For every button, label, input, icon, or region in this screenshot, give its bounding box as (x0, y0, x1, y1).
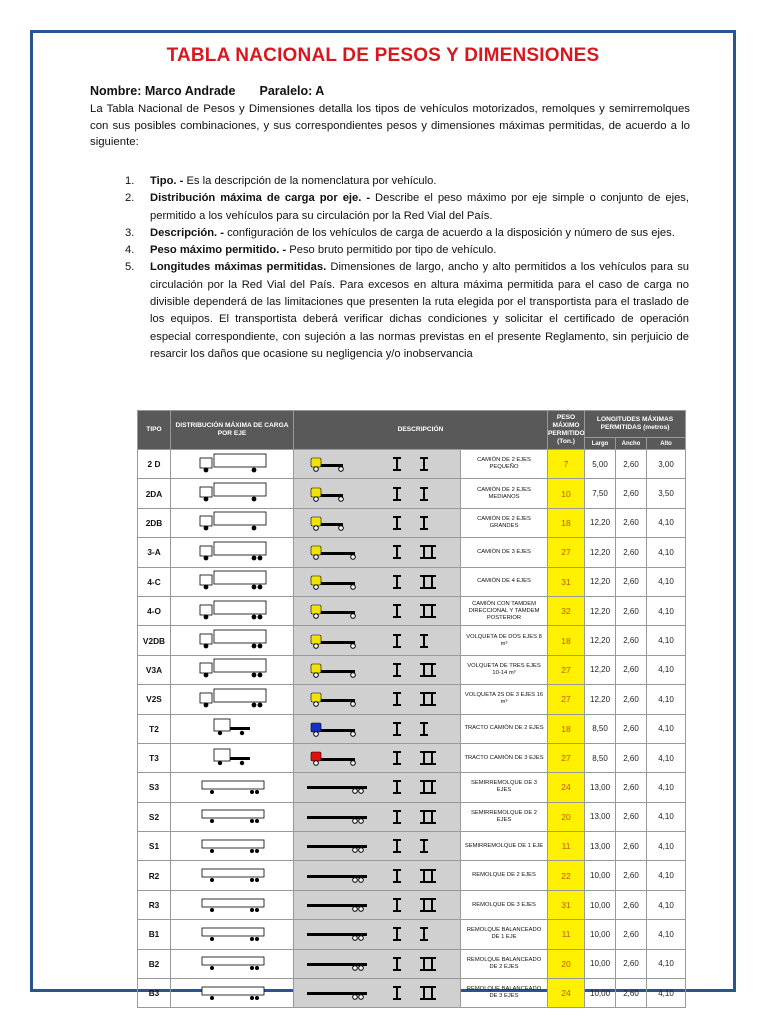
cell-peso: 11 (548, 920, 585, 949)
cell-largo: 10,00 (585, 890, 616, 919)
cell-description-text: VOLQUETA DE TRES EJES 10-14 m³ (461, 655, 548, 684)
intro-paragraph: La Tabla Nacional de Pesos y Dimensiones detalla los tipos de vehículos motorizados, remolques y semirremolques con sus posibles combinaciones, y sus correspondientes pesos y dimensiones máximas permitidas, de acuerdo a lo siguiente: (90, 103, 690, 148)
cell-alto: 4,10 (647, 714, 686, 743)
table-row (138, 773, 686, 802)
cell-description-text: CAMIÓN DE 3 EJES (461, 538, 548, 567)
cell-alto: 4,10 (647, 596, 686, 625)
cell-alto: 4,10 (647, 538, 686, 567)
cell-alto: 4,10 (647, 743, 686, 772)
cell-description-diagram (294, 450, 461, 479)
cell-alto: 4,10 (647, 655, 686, 684)
cell-peso: 27 (548, 743, 585, 772)
axle-distribution-icon (192, 687, 272, 712)
cell-distribution (171, 655, 294, 684)
cell-distribution (171, 979, 294, 1008)
cell-largo: 12,20 (585, 538, 616, 567)
table-row (138, 802, 686, 831)
cell-description-text: CAMIÓN DE 2 EJES PEQUEÑO (461, 450, 548, 479)
cell-alto: 4,10 (647, 979, 686, 1008)
cell-tipo: R2 (138, 861, 171, 890)
definition-text: Describe el peso máximo por eje simple o conjunto de ejes, permitido a los vehículos para su circulación por la Red Vial del País. (150, 192, 689, 222)
definition-term: Distribución máxima de carga por eje. - (150, 192, 371, 205)
cell-description-text: REMOLQUE BALANCEADO DE 1 EJE (461, 920, 548, 949)
cell-alto: 4,10 (647, 861, 686, 890)
cell-distribution (171, 450, 294, 479)
cell-tipo: S3 (138, 773, 171, 802)
cell-description-diagram (294, 949, 461, 978)
vehicle-config-icon (297, 482, 457, 506)
cell-alto: 4,10 (647, 685, 686, 714)
cell-ancho: 2,60 (616, 949, 647, 978)
cell-description-diagram (294, 890, 461, 919)
cell-distribution (171, 685, 294, 714)
cell-description-diagram (294, 567, 461, 596)
cell-ancho: 2,60 (616, 802, 647, 831)
cell-largo: 12,20 (585, 685, 616, 714)
cell-description-diagram (294, 979, 461, 1008)
cell-alto: 4,10 (647, 626, 686, 655)
cell-distribution (171, 949, 294, 978)
table-row (138, 508, 686, 537)
axle-distribution-icon (192, 452, 272, 477)
cell-largo: 13,00 (585, 773, 616, 802)
weights-dimensions-table (137, 410, 686, 1008)
axle-distribution-icon (192, 951, 272, 976)
header-largo: Largo (585, 438, 616, 450)
table-row (138, 596, 686, 625)
cell-description-diagram (294, 538, 461, 567)
cell-tipo: T3 (138, 743, 171, 772)
table-row (138, 714, 686, 743)
definitions-list (123, 173, 689, 363)
cell-description-diagram (294, 714, 461, 743)
axle-distribution-icon (192, 716, 272, 741)
vehicle-config-icon (297, 746, 457, 770)
cell-ancho: 2,60 (616, 714, 647, 743)
cell-peso: 10 (548, 479, 585, 508)
cell-description-text: SEMIRREMOLQUE DE 3 EJES (461, 773, 548, 802)
cell-distribution (171, 743, 294, 772)
cell-largo: 7,50 (585, 479, 616, 508)
vehicle-config-icon (297, 687, 457, 711)
header-longitudes: LONGITUDES MÁXIMAS PERMITIDAS (metros) (585, 411, 686, 438)
definition-number: 1. (125, 175, 135, 187)
cell-description-text: TRACTO CAMIÓN DE 2 EJES (461, 714, 548, 743)
cell-largo: 12,20 (585, 596, 616, 625)
table-row (138, 450, 686, 479)
cell-ancho: 2,60 (616, 450, 647, 479)
student-name: Nombre: Marco Andrade (90, 84, 236, 98)
cell-largo: 10,00 (585, 920, 616, 949)
table-row (138, 685, 686, 714)
cell-distribution (171, 890, 294, 919)
axle-distribution-icon (192, 775, 272, 800)
cell-ancho: 2,60 (616, 626, 647, 655)
cell-largo: 10,00 (585, 861, 616, 890)
cell-alto: 4,10 (647, 920, 686, 949)
cell-alto: 4,10 (647, 567, 686, 596)
cell-ancho: 2,60 (616, 567, 647, 596)
axle-distribution-icon (192, 657, 272, 682)
definition-item (123, 225, 689, 242)
header-peso: PESO MÁXIMO PERMITIDO (Ton.) (548, 411, 585, 450)
cell-largo: 5,00 (585, 450, 616, 479)
cell-description-diagram (294, 508, 461, 537)
vehicle-config-icon (297, 540, 457, 564)
cell-description-diagram (294, 685, 461, 714)
cell-description-diagram (294, 832, 461, 861)
cell-peso: 31 (548, 890, 585, 919)
axle-distribution-icon (192, 981, 272, 1006)
vehicle-config-icon (297, 864, 457, 888)
cell-alto: 3,00 (647, 450, 686, 479)
vehicle-config-icon (297, 717, 457, 741)
cell-description-text: REMOLQUE DE 3 EJES (461, 890, 548, 919)
cell-peso: 20 (548, 949, 585, 978)
cell-largo: 13,00 (585, 802, 616, 831)
definition-number: 2. (125, 192, 135, 205)
cell-description-text: SEMIRREMOLQUE DE 2 EJES (461, 802, 548, 831)
axle-distribution-icon (192, 804, 272, 829)
cell-alto: 4,10 (647, 773, 686, 802)
cell-ancho: 2,60 (616, 479, 647, 508)
definition-term: Tipo. - (150, 175, 184, 187)
cell-tipo: 2 D (138, 450, 171, 479)
cell-largo: 10,00 (585, 979, 616, 1008)
axle-distribution-icon (192, 922, 272, 947)
definition-item (123, 190, 689, 225)
cell-description-text: REMOLQUE BALANCEADO DE 3 EJES (461, 979, 548, 1008)
cell-alto: 3,50 (647, 479, 686, 508)
header-descripcion: DESCRIPCIÓN (294, 411, 548, 450)
vehicle-config-icon (297, 511, 457, 535)
cell-tipo: B3 (138, 979, 171, 1008)
definition-item (123, 242, 689, 259)
cell-peso: 24 (548, 979, 585, 1008)
cell-description-diagram (294, 920, 461, 949)
cell-ancho: 2,60 (616, 743, 647, 772)
cell-ancho: 2,60 (616, 773, 647, 802)
cell-alto: 4,10 (647, 832, 686, 861)
cell-peso: 27 (548, 655, 585, 684)
cell-description-text: VOLQUETA DE DOS EJES 8 m³ (461, 626, 548, 655)
table-row (138, 567, 686, 596)
vehicle-config-icon (297, 629, 457, 653)
cell-peso: 27 (548, 538, 585, 567)
cell-tipo: V2DB (138, 626, 171, 655)
table-row (138, 538, 686, 567)
vehicle-config-icon (297, 805, 457, 829)
cell-largo: 10,00 (585, 949, 616, 978)
cell-largo: 12,20 (585, 655, 616, 684)
cell-peso: 11 (548, 832, 585, 861)
cell-description-diagram (294, 743, 461, 772)
definition-text: Dimensiones de largo, ancho y alto permitidos a los vehículos para su circulación por la Red Vial del País. Para excesos en altura máxima permitida para el caso de carga no divisible dependerá de las limitaciones que presenten la ruta elegida por el transportista para el traslado de los equipos. El transportista deberá verificar dichas condiciones y solicitar el certificado de operación especial correspondiente, con sujeción a las normas previstas en el presente Reglamento, sin perjuicio de resarcir los daños que ocasione su negligencia y/o inobservancia (150, 261, 690, 360)
cell-tipo: 4-O (138, 596, 171, 625)
table-row (138, 479, 686, 508)
cell-largo: 8,50 (585, 714, 616, 743)
student-paralelo: Paralelo: A (259, 84, 325, 98)
cell-distribution (171, 596, 294, 625)
definition-term: Descripción. - (150, 226, 224, 239)
table-row (138, 743, 686, 772)
vehicle-config-icon (297, 775, 457, 799)
cell-description-text: TRACTO CAMIÓN DE 3 EJES (461, 743, 548, 772)
cell-peso: 27 (548, 685, 585, 714)
cell-alto: 4,10 (647, 508, 686, 537)
cell-distribution (171, 773, 294, 802)
definition-item (123, 259, 689, 363)
table-row (138, 626, 686, 655)
cell-tipo: 3-A (138, 538, 171, 567)
document-title: TABLA NACIONAL DE PESOS Y DIMENSIONES (166, 45, 600, 66)
cell-description-diagram (294, 479, 461, 508)
cell-description-diagram (294, 802, 461, 831)
header-tipo: TIPO (138, 411, 171, 450)
axle-distribution-icon (192, 540, 272, 565)
cell-description-diagram (294, 773, 461, 802)
cell-tipo: B2 (138, 949, 171, 978)
axle-distribution-icon (192, 746, 272, 771)
vehicle-config-icon (297, 834, 457, 858)
cell-description-diagram (294, 861, 461, 890)
vehicle-config-icon (297, 570, 457, 594)
document-frame (30, 30, 736, 1000)
cell-peso: 20 (548, 802, 585, 831)
cell-peso: 32 (548, 596, 585, 625)
cell-alto: 4,10 (647, 890, 686, 919)
cell-distribution (171, 567, 294, 596)
student-info (90, 84, 324, 98)
cell-description-text: CAMIÓN DE 2 EJES MEDIANOS (461, 479, 548, 508)
axle-distribution-icon (192, 834, 272, 859)
cell-peso: 24 (548, 773, 585, 802)
definition-term: Longitudes máximas permitidas. (150, 261, 327, 274)
cell-ancho: 2,60 (616, 890, 647, 919)
cell-ancho: 2,60 (616, 832, 647, 861)
cell-distribution (171, 626, 294, 655)
definition-text: Peso bruto permitido por tipo de vehículo. (286, 244, 497, 257)
vehicle-config-icon (297, 922, 457, 946)
cell-description-text: CAMIÓN CON TAMDEM DIRECCIONAL Y TAMDEM POSTERIOR (461, 596, 548, 625)
table-row (138, 832, 686, 861)
header-ancho: Ancho (616, 438, 647, 450)
definition-text: configuración de los vehículos de carga de acuerdo a la disposición y número de sus ejes. (223, 226, 675, 239)
cell-ancho: 2,60 (616, 655, 647, 684)
cell-distribution (171, 802, 294, 831)
header-alto: Alto (647, 438, 686, 450)
definition-text: Es la descripción de la nomenclatura por vehículo. (183, 175, 437, 187)
cell-distribution (171, 861, 294, 890)
cell-description-text: REMOLQUE DE 2 EJES (461, 861, 548, 890)
cell-alto: 4,10 (647, 802, 686, 831)
cell-ancho: 2,60 (616, 920, 647, 949)
cell-tipo: S2 (138, 802, 171, 831)
cell-description-text: CAMIÓN DE 2 EJES GRANDES (461, 508, 548, 537)
definition-number: 3. (125, 226, 135, 239)
cell-peso: 18 (548, 508, 585, 537)
table-row (138, 920, 686, 949)
cell-ancho: 2,60 (616, 861, 647, 890)
cell-description-text: SEMIRREMOLQUE DE 1 EJE (461, 832, 548, 861)
cell-ancho: 2,60 (616, 538, 647, 567)
axle-distribution-icon (192, 893, 272, 918)
cell-distribution (171, 538, 294, 567)
cell-peso: 22 (548, 861, 585, 890)
definition-number: 5. (125, 261, 135, 274)
cell-description-diagram (294, 655, 461, 684)
cell-ancho: 2,60 (616, 508, 647, 537)
cell-peso: 31 (548, 567, 585, 596)
axle-distribution-icon (192, 628, 272, 653)
cell-tipo: R3 (138, 890, 171, 919)
vehicle-config-icon (297, 452, 457, 476)
cell-largo: 12,20 (585, 626, 616, 655)
vehicle-config-icon (297, 952, 457, 976)
definition-number: 4. (125, 244, 135, 257)
vehicle-config-icon (297, 658, 457, 682)
cell-tipo: V2S (138, 685, 171, 714)
axle-distribution-icon (192, 599, 272, 624)
cell-description-diagram (294, 626, 461, 655)
axle-distribution-icon (192, 510, 272, 535)
table-row (138, 655, 686, 684)
cell-tipo: 2DA (138, 479, 171, 508)
cell-distribution (171, 920, 294, 949)
vehicle-config-icon (297, 893, 457, 917)
cell-description-text: VOLQUETA 2S DE 3 EJES 16 m³ (461, 685, 548, 714)
cell-distribution (171, 714, 294, 743)
table-row (138, 979, 686, 1008)
cell-tipo: S1 (138, 832, 171, 861)
vehicle-config-icon (297, 981, 457, 1005)
cell-description-diagram (294, 596, 461, 625)
cell-ancho: 2,60 (616, 596, 647, 625)
cell-distribution (171, 508, 294, 537)
cell-largo: 12,20 (585, 567, 616, 596)
cell-distribution (171, 479, 294, 508)
axle-distribution-icon (192, 481, 272, 506)
definition-item (123, 173, 689, 190)
axle-distribution-icon (192, 863, 272, 888)
header-distribucion: DISTRIBUCIÓN MÁXIMA DE CARGA POR EJE (171, 411, 294, 450)
cell-distribution (171, 832, 294, 861)
cell-largo: 8,50 (585, 743, 616, 772)
cell-largo: 12,20 (585, 508, 616, 537)
cell-description-text: CAMIÓN DE 4 EJES (461, 567, 548, 596)
cell-tipo: V3A (138, 655, 171, 684)
cell-tipo: 2DB (138, 508, 171, 537)
cell-alto: 4,10 (647, 949, 686, 978)
table-row (138, 890, 686, 919)
cell-peso: 18 (548, 626, 585, 655)
cell-tipo: T2 (138, 714, 171, 743)
axle-distribution-icon (192, 569, 272, 594)
definition-term: Peso máximo permitido. - (150, 244, 287, 257)
cell-tipo: 4-C (138, 567, 171, 596)
cell-peso: 7 (548, 450, 585, 479)
vehicle-config-icon (297, 599, 457, 623)
cell-peso: 18 (548, 714, 585, 743)
cell-largo: 13,00 (585, 832, 616, 861)
table-row (138, 861, 686, 890)
cell-ancho: 2,60 (616, 979, 647, 1008)
cell-tipo: B1 (138, 920, 171, 949)
cell-description-text: REMOLQUE BALANCEADO DE 2 EJES (461, 949, 548, 978)
table-row (138, 949, 686, 978)
cell-ancho: 2,60 (616, 685, 647, 714)
